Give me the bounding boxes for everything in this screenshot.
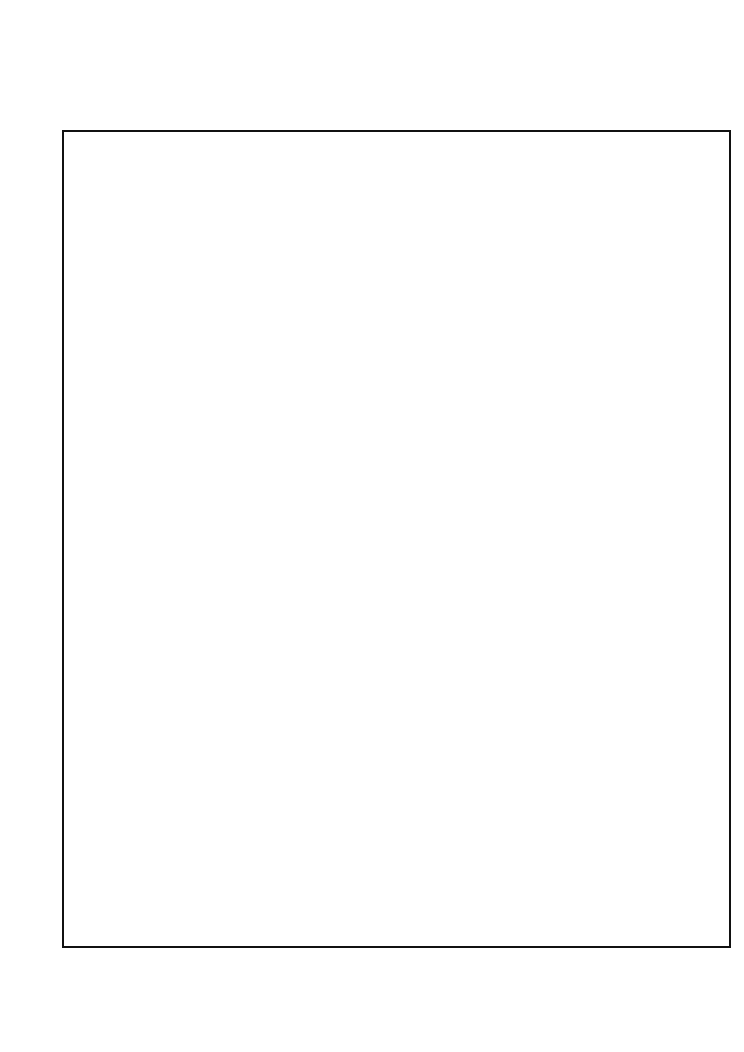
valve-base-grid bbox=[62, 130, 731, 948]
